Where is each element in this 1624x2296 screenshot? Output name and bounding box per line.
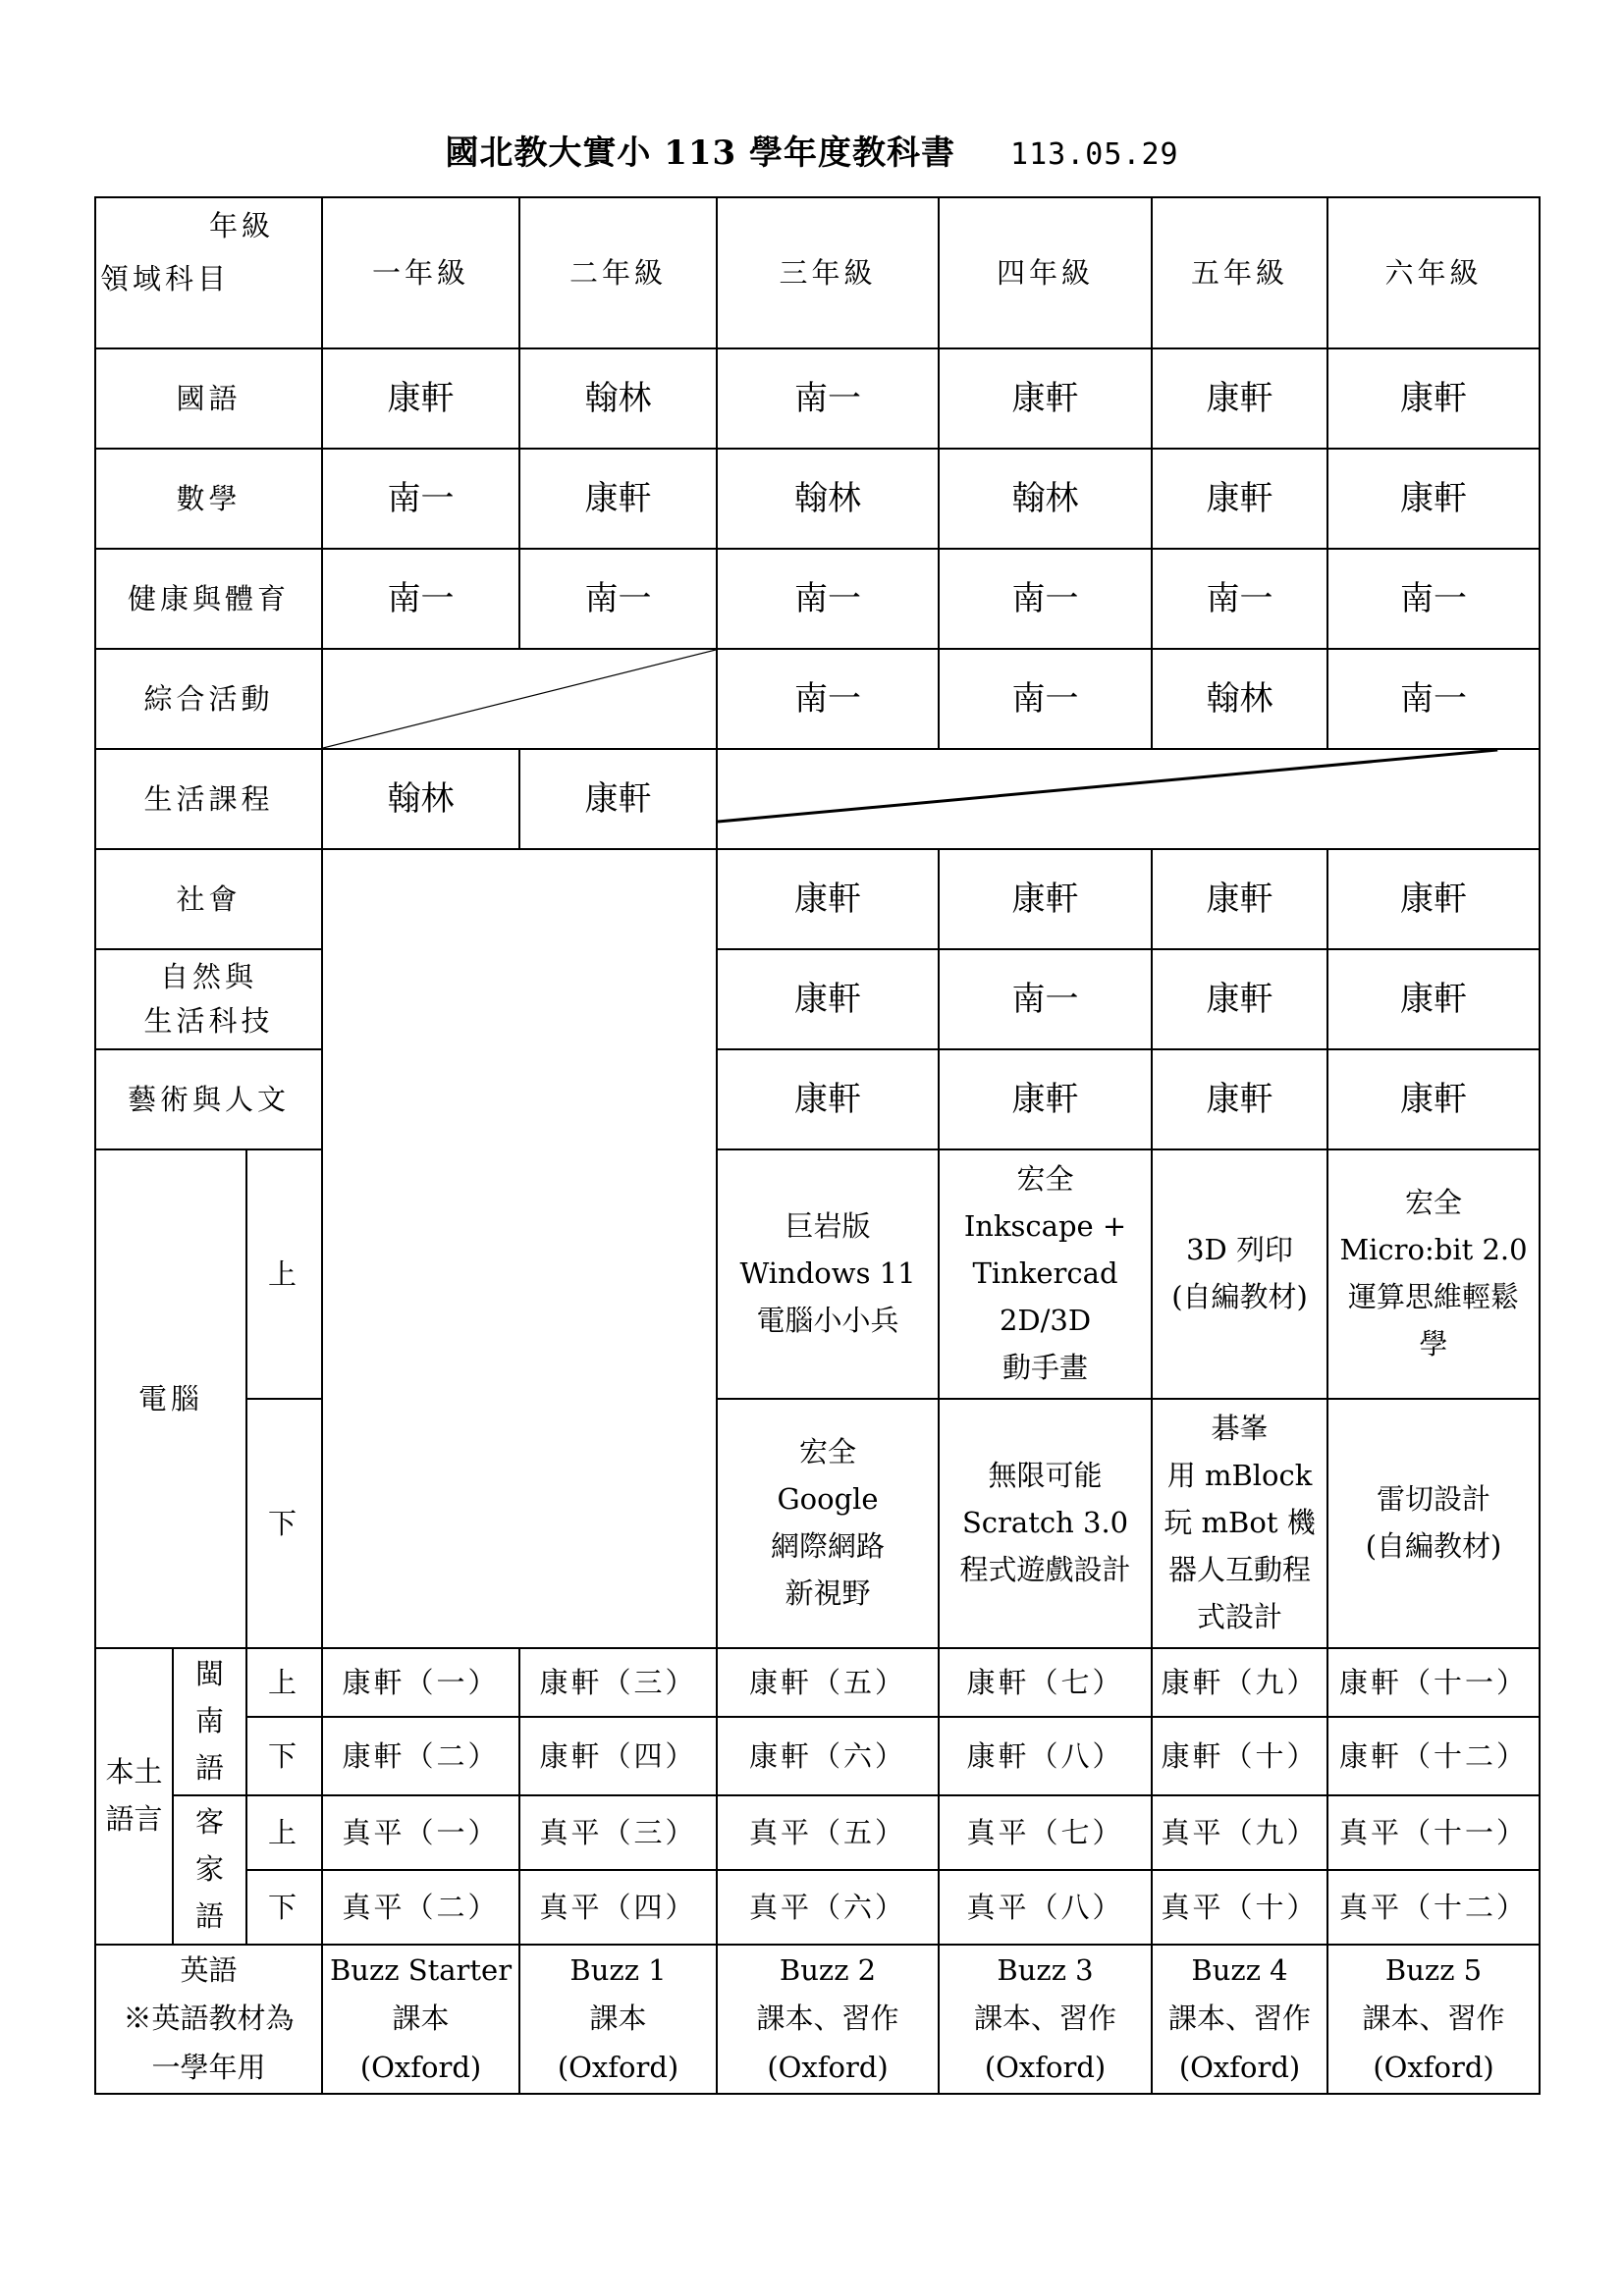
empty-diagonal-cell (322, 649, 717, 749)
empty-diagonal-cell (717, 749, 1540, 849)
row-computer-lower (95, 1399, 1540, 1648)
cell-line: 用 mBlock (1166, 1459, 1313, 1493)
row-minnan-lower (95, 1717, 1540, 1795)
table-cell: 康軒（七） (939, 1648, 1152, 1717)
cell-line: Google (777, 1482, 879, 1517)
minnan-char: 閩 (194, 1657, 224, 1691)
table-cell: 南一 (939, 949, 1152, 1049)
english-cell (519, 1945, 717, 2094)
cell-line: 課本 (392, 2002, 450, 2036)
cell-line: 動手畫 (1002, 1350, 1089, 1384)
table-cell: 真平（八） (939, 1870, 1152, 1945)
computer-cell (1152, 1149, 1327, 1399)
table-cell: 康軒 (1327, 1049, 1540, 1149)
table-cell: 南一 (322, 549, 519, 649)
cell-line: 3D 列印 (1186, 1233, 1293, 1267)
grade-2-header: 二年級 (519, 197, 717, 348)
table-cell: 真平（三） (519, 1795, 717, 1870)
cell-line: (Oxford) (359, 2050, 482, 2084)
hakka-char: 語 (194, 1898, 224, 1933)
cell-line: 雷切設計 (1377, 1482, 1491, 1517)
header-row (95, 197, 1540, 348)
grade-1-header: 一年級 (322, 197, 519, 348)
row-hakka-lower (95, 1870, 1540, 1945)
table-cell: 康軒（十一） (1327, 1648, 1540, 1717)
computer-cell (717, 1149, 939, 1399)
table-cell: 康軒（六） (717, 1717, 939, 1795)
row-social (95, 849, 1540, 949)
table-cell: 翰林 (717, 449, 939, 549)
cell-line: 玩 mBot 機 (1164, 1506, 1316, 1540)
table-cell: 康軒 (717, 1049, 939, 1149)
table-cell: 康軒 (1152, 849, 1327, 949)
computer-cell (939, 1149, 1152, 1399)
table-cell: 康軒 (1327, 449, 1540, 549)
cell-line: Buzz 1 (569, 1953, 667, 1988)
minnan-lower-label: 下 (246, 1717, 322, 1795)
subject-social: 社會 (95, 849, 322, 949)
table-cell: 南一 (717, 649, 939, 749)
computer-upper-label: 上 (246, 1149, 322, 1399)
table-cell: 康軒 (939, 348, 1152, 449)
subject-native-language (95, 1648, 173, 1945)
row-hakka-upper (95, 1795, 1540, 1870)
english-cell (717, 1945, 939, 2094)
subject-chinese: 國語 (95, 348, 322, 449)
english-note-line2: 一學年用 (151, 2050, 266, 2084)
cell-line: 碁峯 (1211, 1412, 1269, 1446)
table-cell: 康軒（十） (1152, 1717, 1327, 1795)
diagonal-line (718, 750, 1539, 848)
table-cell: 康軒（四） (519, 1717, 717, 1795)
table-cell: 康軒（一） (322, 1648, 519, 1717)
computer-cell (717, 1399, 939, 1648)
minnan-label (173, 1648, 246, 1795)
grade-6-header: 六年級 (1327, 197, 1540, 348)
table-cell: 真平（十） (1152, 1870, 1327, 1945)
table-cell: 康軒 (717, 849, 939, 949)
cell-line: (Oxford) (557, 2050, 679, 2084)
cell-line: Micro:bit 2.0 (1339, 1233, 1528, 1267)
computer-cell (1152, 1399, 1327, 1648)
english-label: 英語 (180, 1953, 238, 1988)
table-cell: 康軒 (519, 449, 717, 549)
table-cell: 康軒（三） (519, 1648, 717, 1717)
table-cell: 真平（十一） (1327, 1795, 1540, 1870)
table-cell: 真平（九） (1152, 1795, 1327, 1870)
diagonal-line (323, 650, 716, 748)
table-cell: 康軒 (519, 749, 717, 849)
cell-line: 宏全 (1016, 1162, 1074, 1197)
table-cell: 南一 (1152, 549, 1327, 649)
cell-line: 運算思維輕鬆 (1348, 1280, 1520, 1313)
cell-line: 課本、習作 (756, 2002, 899, 2036)
table-cell: 康軒 (1327, 949, 1540, 1049)
table-cell: 康軒 (322, 348, 519, 449)
cell-line: Scratch 3.0 (961, 1506, 1129, 1540)
cell-line: 電腦小小兵 (756, 1303, 899, 1337)
cell-line: Buzz 2 (779, 1953, 877, 1988)
table-cell: 真平（六） (717, 1870, 939, 1945)
subject-computer: 電腦 (95, 1149, 246, 1648)
table-cell: 康軒 (939, 849, 1152, 949)
cell-line: (Oxford) (1178, 2050, 1301, 2084)
table-cell: 真平（十二） (1327, 1870, 1540, 1945)
table-cell: 翰林 (1152, 649, 1327, 749)
row-arts (95, 1049, 1540, 1149)
table-cell: 真平（七） (939, 1795, 1152, 1870)
table-cell: 南一 (1327, 649, 1540, 749)
subject-science-line1: 自然與 (160, 960, 258, 994)
hakka-char: 家 (194, 1852, 224, 1887)
english-cell (1327, 1945, 1540, 2094)
table-cell: 南一 (717, 348, 939, 449)
row-integrative (95, 649, 1540, 749)
cell-line: Buzz 4 (1191, 1953, 1288, 1988)
header-corner-cell (95, 197, 322, 348)
row-science (95, 949, 1540, 1049)
subject-life: 生活課程 (95, 749, 322, 849)
hakka-label (173, 1795, 246, 1945)
cell-line: Inkscape + (963, 1209, 1127, 1244)
title-date: 113.05.29 (1010, 137, 1179, 172)
english-note-line1: ※英語教材為 (123, 2002, 295, 2036)
grade-label: 年級 (209, 209, 275, 242)
hakka-lower-label: 下 (246, 1870, 322, 1945)
subject-label: 領域科目 (100, 262, 231, 295)
cell-line: 式設計 (1197, 1599, 1283, 1633)
grade-5-header: 五年級 (1152, 197, 1327, 348)
subject-math: 數學 (95, 449, 322, 549)
table-cell: 康軒 (1152, 949, 1327, 1049)
cell-line: 宏全 (1405, 1186, 1463, 1220)
table-cell: 康軒 (939, 1049, 1152, 1149)
cell-line: 課本、習作 (1168, 2002, 1312, 2036)
cell-line: Tinkercad (972, 1256, 1118, 1291)
row-life (95, 749, 1540, 849)
table-cell: 真平（二） (322, 1870, 519, 1945)
cell-line: 宏全 (799, 1435, 857, 1469)
table-cell: 南一 (322, 449, 519, 549)
row-minnan-upper (95, 1648, 1540, 1717)
cell-line: Buzz 3 (997, 1953, 1094, 1988)
table-cell: 康軒 (1327, 348, 1540, 449)
english-cell (939, 1945, 1152, 2094)
table-cell: 康軒（十二） (1327, 1717, 1540, 1795)
table-cell: 真平（一） (322, 1795, 519, 1870)
table-cell: 康軒 (1152, 348, 1327, 449)
table-cell: 南一 (939, 649, 1152, 749)
cell-line: 課本、習作 (974, 2002, 1117, 2036)
grade-4-header: 四年級 (939, 197, 1152, 348)
hakka-upper-label: 上 (246, 1795, 322, 1870)
subject-science-line2: 生活科技 (143, 1004, 274, 1038)
cell-line: (Oxford) (767, 2050, 889, 2084)
subject-arts: 藝術與人文 (95, 1049, 322, 1149)
table-cell: 康軒 (1152, 1049, 1327, 1149)
table-cell: 康軒（二） (322, 1717, 519, 1795)
table-cell: 南一 (1327, 549, 1540, 649)
computer-cell (1327, 1149, 1540, 1399)
cell-line: (Oxford) (1373, 2050, 1494, 2084)
table-cell: 康軒 (1152, 449, 1327, 549)
page-title (0, 126, 1624, 174)
native-label-line1: 本土 (105, 1755, 163, 1789)
subject-integrative: 綜合活動 (95, 649, 322, 749)
subject-science (95, 949, 322, 1049)
computer-cell (1327, 1399, 1540, 1648)
title-text: 國北教大實小 113 學年度教科書 (445, 133, 956, 173)
row-health (95, 549, 1540, 649)
cell-line: 無限可能 (988, 1459, 1103, 1493)
cell-line: 課本 (589, 2002, 647, 2036)
cell-line: 課本、習作 (1362, 2002, 1505, 2036)
cell-line: 網際網路 (771, 1529, 886, 1563)
minnan-upper-label: 上 (246, 1648, 322, 1717)
subject-health: 健康與體育 (95, 549, 322, 649)
cell-line: 巨岩版 (785, 1209, 871, 1244)
subject-english (95, 1945, 322, 2094)
cell-line: 程式遊戲設計 (959, 1552, 1131, 1586)
cell-line: (自編教材) (1171, 1280, 1308, 1313)
table-cell: 康軒 (717, 949, 939, 1049)
cell-line: Buzz Starter (329, 1953, 513, 1988)
english-cell (322, 1945, 519, 2094)
textbook-table (94, 196, 1541, 2095)
cell-line: (自編教材) (1365, 1529, 1502, 1563)
table-cell: 真平（五） (717, 1795, 939, 1870)
table-cell: 南一 (519, 549, 717, 649)
native-label-line2: 語言 (105, 1802, 163, 1836)
table-cell: 康軒（九） (1152, 1648, 1327, 1717)
grade-3-header: 三年級 (717, 197, 939, 348)
empty-block (322, 849, 717, 1648)
hakka-char: 客 (194, 1805, 224, 1840)
table-cell: 翰林 (939, 449, 1152, 549)
row-computer-upper (95, 1149, 1540, 1399)
cell-line: 學 (1419, 1326, 1448, 1361)
row-chinese (95, 348, 1540, 449)
table-cell: 翰林 (519, 348, 717, 449)
computer-lower-label: 下 (246, 1399, 322, 1648)
table-cell: 南一 (717, 549, 939, 649)
cell-line: (Oxford) (984, 2050, 1107, 2084)
cell-line: 2D/3D (999, 1303, 1092, 1337)
cell-line: Windows 11 (739, 1256, 916, 1291)
table-cell: 南一 (939, 549, 1152, 649)
cell-line: 器人互動程 (1168, 1552, 1312, 1586)
minnan-char: 語 (194, 1750, 224, 1785)
minnan-char: 南 (194, 1704, 224, 1738)
computer-cell (939, 1399, 1152, 1648)
table-cell: 翰林 (322, 749, 519, 849)
row-math (95, 449, 1540, 549)
table-cell: 康軒 (1327, 849, 1540, 949)
row-english (95, 1945, 1540, 2094)
table-cell: 康軒（五） (717, 1648, 939, 1717)
cell-line: Buzz 5 (1384, 1953, 1483, 1988)
table-cell: 康軒（八） (939, 1717, 1152, 1795)
english-cell (1152, 1945, 1327, 2094)
cell-line: 新視野 (785, 1575, 871, 1610)
table-cell: 真平（四） (519, 1870, 717, 1945)
